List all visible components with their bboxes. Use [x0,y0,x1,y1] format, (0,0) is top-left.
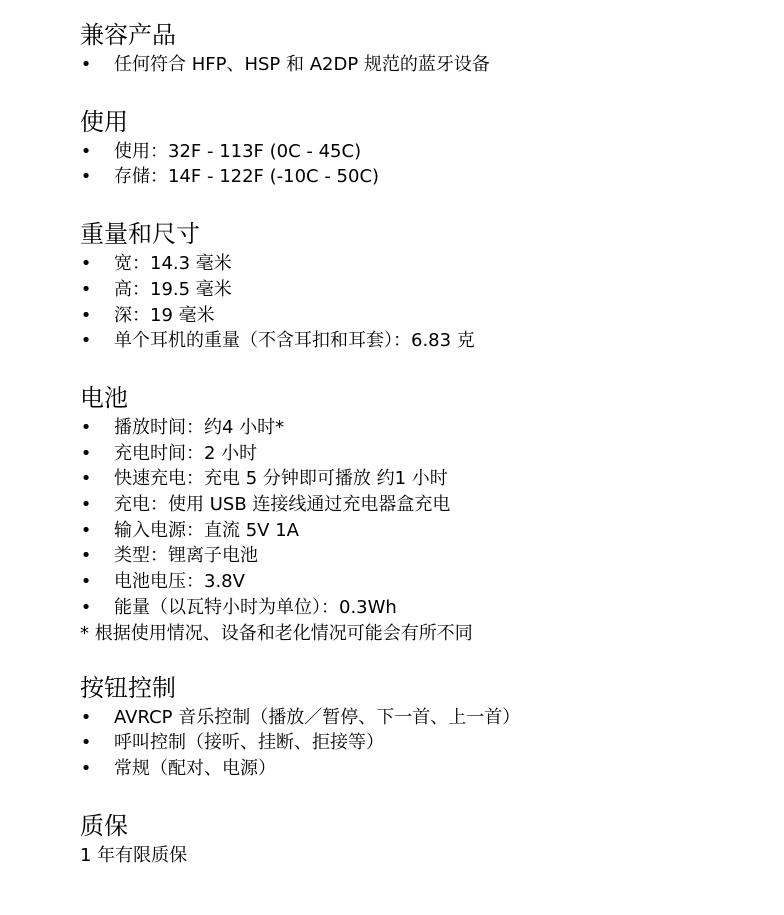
item-list [80,52,784,78]
bullet-icon: • [80,468,92,490]
section-heading: 兼容产品 [80,21,176,49]
section-heading: 重量和尺寸 [80,220,200,249]
item-text: 宽：14.3 毫米 [114,253,232,275]
list-item [80,303,784,329]
item-text: 播放时间：约4 小时* [114,416,285,438]
bullet-icon: • [80,278,92,300]
section-compatible-products [80,18,784,78]
item-text: 快速充电：充电 5 分钟即可播放 约1 小时 [114,468,448,490]
list-item [80,705,784,731]
bullet-icon: • [80,304,92,326]
item-text: 电池电压：3.8V [114,571,245,593]
section-usage [80,105,784,190]
bullet-icon: • [80,732,92,754]
item-text: AVRCP 音乐控制（播放／暂停、下一首、上一首） [114,706,521,728]
section-heading: 按钮控制 [80,673,176,702]
bullet-icon: • [80,596,92,618]
section-warranty [80,809,784,869]
item-text: 呼叫控制（接听、挂断、拒接等） [114,732,384,754]
spacer [80,647,784,671]
list-item [80,492,784,518]
bullet-icon: • [80,166,92,188]
spacer [80,782,784,809]
item-text: 能量（以瓦特小时为单位）：0.3Wh [114,596,397,618]
item-text: 任何符合 HFP、HSP 和 A2DP 规范的蓝牙设备 [114,54,490,75]
bullet-icon: • [80,140,92,162]
bullet-icon: • [80,494,92,516]
bullet-icon: • [80,54,92,75]
spacer [80,190,784,217]
bullet-icon: • [80,545,92,567]
footnote: * 根据使用情况、设备和老化情况可能会有所不同 [80,622,473,644]
list-item [80,756,784,782]
list-item [80,595,784,621]
item-list [80,705,784,782]
section-weight-dimensions [80,217,784,354]
list-item [80,730,784,756]
list-item [80,518,784,544]
spacer [80,354,784,381]
warranty-text: 1 年有限质保 [80,844,188,866]
section-heading: 电池 [80,383,128,412]
list-item [80,251,784,277]
list-item [80,52,784,78]
list-item [80,466,784,492]
spacer [80,78,784,105]
bullet-icon: • [80,416,92,438]
bullet-icon: • [80,519,92,541]
list-item [80,139,784,165]
bullet-icon: • [80,706,92,728]
list-item [80,543,784,569]
item-text: 存储：14F - 122F (-10C - 50C) [114,166,380,188]
item-text: 常规（配对、电源） [114,757,276,779]
item-text: 深：19 毫米 [114,304,215,326]
item-list [80,139,784,190]
item-text: 高：19.5 毫米 [114,278,232,300]
item-text: 充电：使用 USB 连接线通过充电器盒充电 [114,494,451,516]
section-heading: 使用 [80,107,128,136]
list-item [80,569,784,595]
section-battery [80,381,784,647]
list-item [80,415,784,441]
list-item [80,164,784,190]
bullet-icon: • [80,253,92,275]
bullet-icon: • [80,442,92,464]
item-text: 充电时间：2 小时 [114,442,258,464]
item-text: 类型：锂离子电池 [114,545,258,567]
list-item [80,277,784,303]
item-text: 输入电源：直流 5V 1A [114,519,299,541]
list-item [80,441,784,467]
section-button-controls [80,671,784,782]
bullet-icon: • [80,330,92,352]
item-list [80,415,784,621]
item-list [80,251,784,354]
item-text: 使用：32F - 113F (0C - 45C) [114,140,362,162]
list-item [80,328,784,354]
section-heading: 质保 [80,811,128,840]
bullet-icon: • [80,571,92,593]
bullet-icon: • [80,757,92,779]
item-text: 单个耳机的重量（不含耳扣和耳套）：6.83 克 [114,330,475,352]
